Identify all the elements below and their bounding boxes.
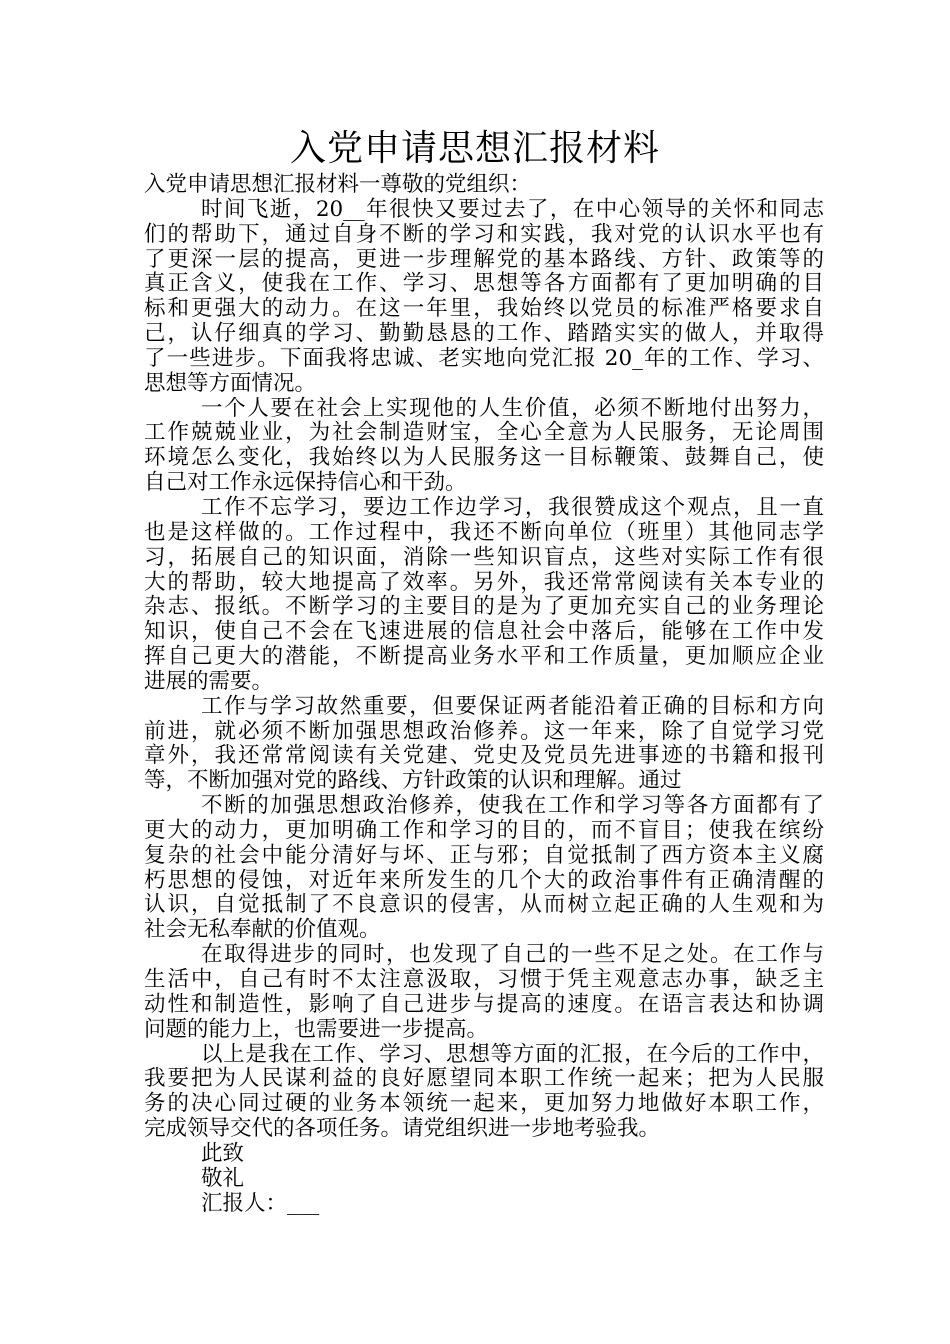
body-line: 不断的加强思想政治修养，使我在工作和学习等各方面都有了 xyxy=(201,793,824,819)
body-line: 社会无私奉献的价值观。 xyxy=(144,917,381,943)
document-body xyxy=(144,173,824,1216)
body-line: 我要把为人民谋利益的良好愿望同本职工作统一起来；把为人民服 xyxy=(144,1066,824,1092)
body-line: 敬礼 xyxy=(201,1165,245,1191)
body-line: 一个人要在社会上实现他的人生价值，必须不断地付出努力， xyxy=(201,395,824,421)
body-line: 环境怎么变化，我始终以为人民服务这一目标鞭策、鼓舞自己，使 xyxy=(144,445,824,471)
body-line: 杂志、报纸。不断学习的主要目的是为了更加充实自己的业务理论 xyxy=(144,594,824,620)
body-line: 汇报人：___ xyxy=(201,1190,320,1216)
body-line: 朽思想的侵蚀，对近年来所发生的几个大的政治事件有正确清醒的 xyxy=(144,867,824,893)
body-line: 问题的能力上，也需要进一步提高。 xyxy=(144,1016,489,1042)
body-line: 工作与学习故然重要，但要保证两者能沿着正确的目标和方向 xyxy=(201,693,824,719)
body-line: 以上是我在工作、学习、思想等方面的汇报，在今后的工作中， xyxy=(201,1041,824,1067)
body-line: 在取得进步的同时，也发现了自己的一些不足之处。在工作与 xyxy=(201,942,824,968)
body-line: 也是这样做的。工作过程中，我还不断向单位（班里）其他同志学 xyxy=(144,519,824,545)
body-line: 标和更强大的动力。在这一年里，我始终以党员的标准严格要求自 xyxy=(144,296,824,322)
body-line: 真正含义，使我在工作、学习、思想等各方面都有了更加明确的目 xyxy=(144,271,824,297)
body-line: 习，拓展自己的知识面，消除一些知识盲点，这些对实际工作有很 xyxy=(144,544,824,570)
body-line: 了一些进步。下面我将忠诚、老实地向党汇报 20_年的工作、学习、 xyxy=(144,345,824,371)
body-line: 大的帮助，较大地提高了效率。另外，我还常常阅读有关本专业的 xyxy=(144,569,824,595)
body-line: 知识，使自己不会在飞速进展的信息社会中落后，能够在工作中发 xyxy=(144,619,824,645)
body-line: 复杂的社会中能分清好与坏、正与邪；自觉抵制了西方资本主义腐 xyxy=(144,842,824,868)
body-line: 动性和制造性，影响了自己进步与提高的速度。在语言表达和协调 xyxy=(144,991,824,1017)
body-line: 进展的需要。 xyxy=(144,668,274,694)
body-line: 工作不忘学习，要边工作边学习，我很赞成这个观点，且一直 xyxy=(201,494,824,520)
body-line: 挥自己更大的潜能，不断提高业务水平和工作质量，更加顺应企业 xyxy=(144,644,824,670)
body-line: 章外，我还常常阅读有关党建、党史及党员先进事迹的书籍和报刊 xyxy=(144,743,824,769)
body-line: 更大的动力，更加明确工作和学习的目的，而不盲目；使我在缤纷 xyxy=(144,817,824,843)
body-line: 工作兢兢业业，为社会制造财宝，全心全意为人民服务，无论周围 xyxy=(144,420,824,446)
body-line: 思想等方面情况。 xyxy=(144,370,317,396)
body-line: 认识，自觉抵制了不良意识的侵害，从而树立起正确的人生观和为 xyxy=(144,892,824,918)
body-line: 们的帮助下，通过自身不断的学习和实践，我对党的认识水平也有 xyxy=(144,221,824,247)
body-line: 完成领导交代的各项任务。请党组织进一步地考验我。 xyxy=(144,1116,661,1142)
body-line: 此致 xyxy=(201,1140,245,1166)
document-title: 入党申请思想汇报材料 xyxy=(289,128,660,169)
body-line: 前进，就必须不断加强思想政治修养。这一年来，除了自觉学习党 xyxy=(144,718,824,744)
body-line: 等，不断加强对党的路线、方针政策的认识和理解。通过 xyxy=(144,768,682,794)
body-line: 入党申请思想汇报材料一尊敬的党组织： xyxy=(144,172,532,197)
body-line: 务的决心同过硬的业务本领统一起来，更加努力地做好本职工作， xyxy=(144,1091,824,1117)
body-line: 了更深一层的提高，更进一步理解党的基本路线、方针、政策等的 xyxy=(144,246,824,272)
body-line: 自己对工作永远保持信心和干劲。 xyxy=(144,470,467,496)
body-line: 己，认仔细真的学习、勤勤恳恳的工作、踏踏实实的做人，并取得 xyxy=(144,321,824,347)
body-line: 生活中，自己有时不太注意汲取，习惯于凭主观意志办事，缺乏主 xyxy=(144,967,824,992)
body-line: 时间飞逝，20__年很快又要过去了，在中心领导的关怀和同志 xyxy=(201,196,824,222)
